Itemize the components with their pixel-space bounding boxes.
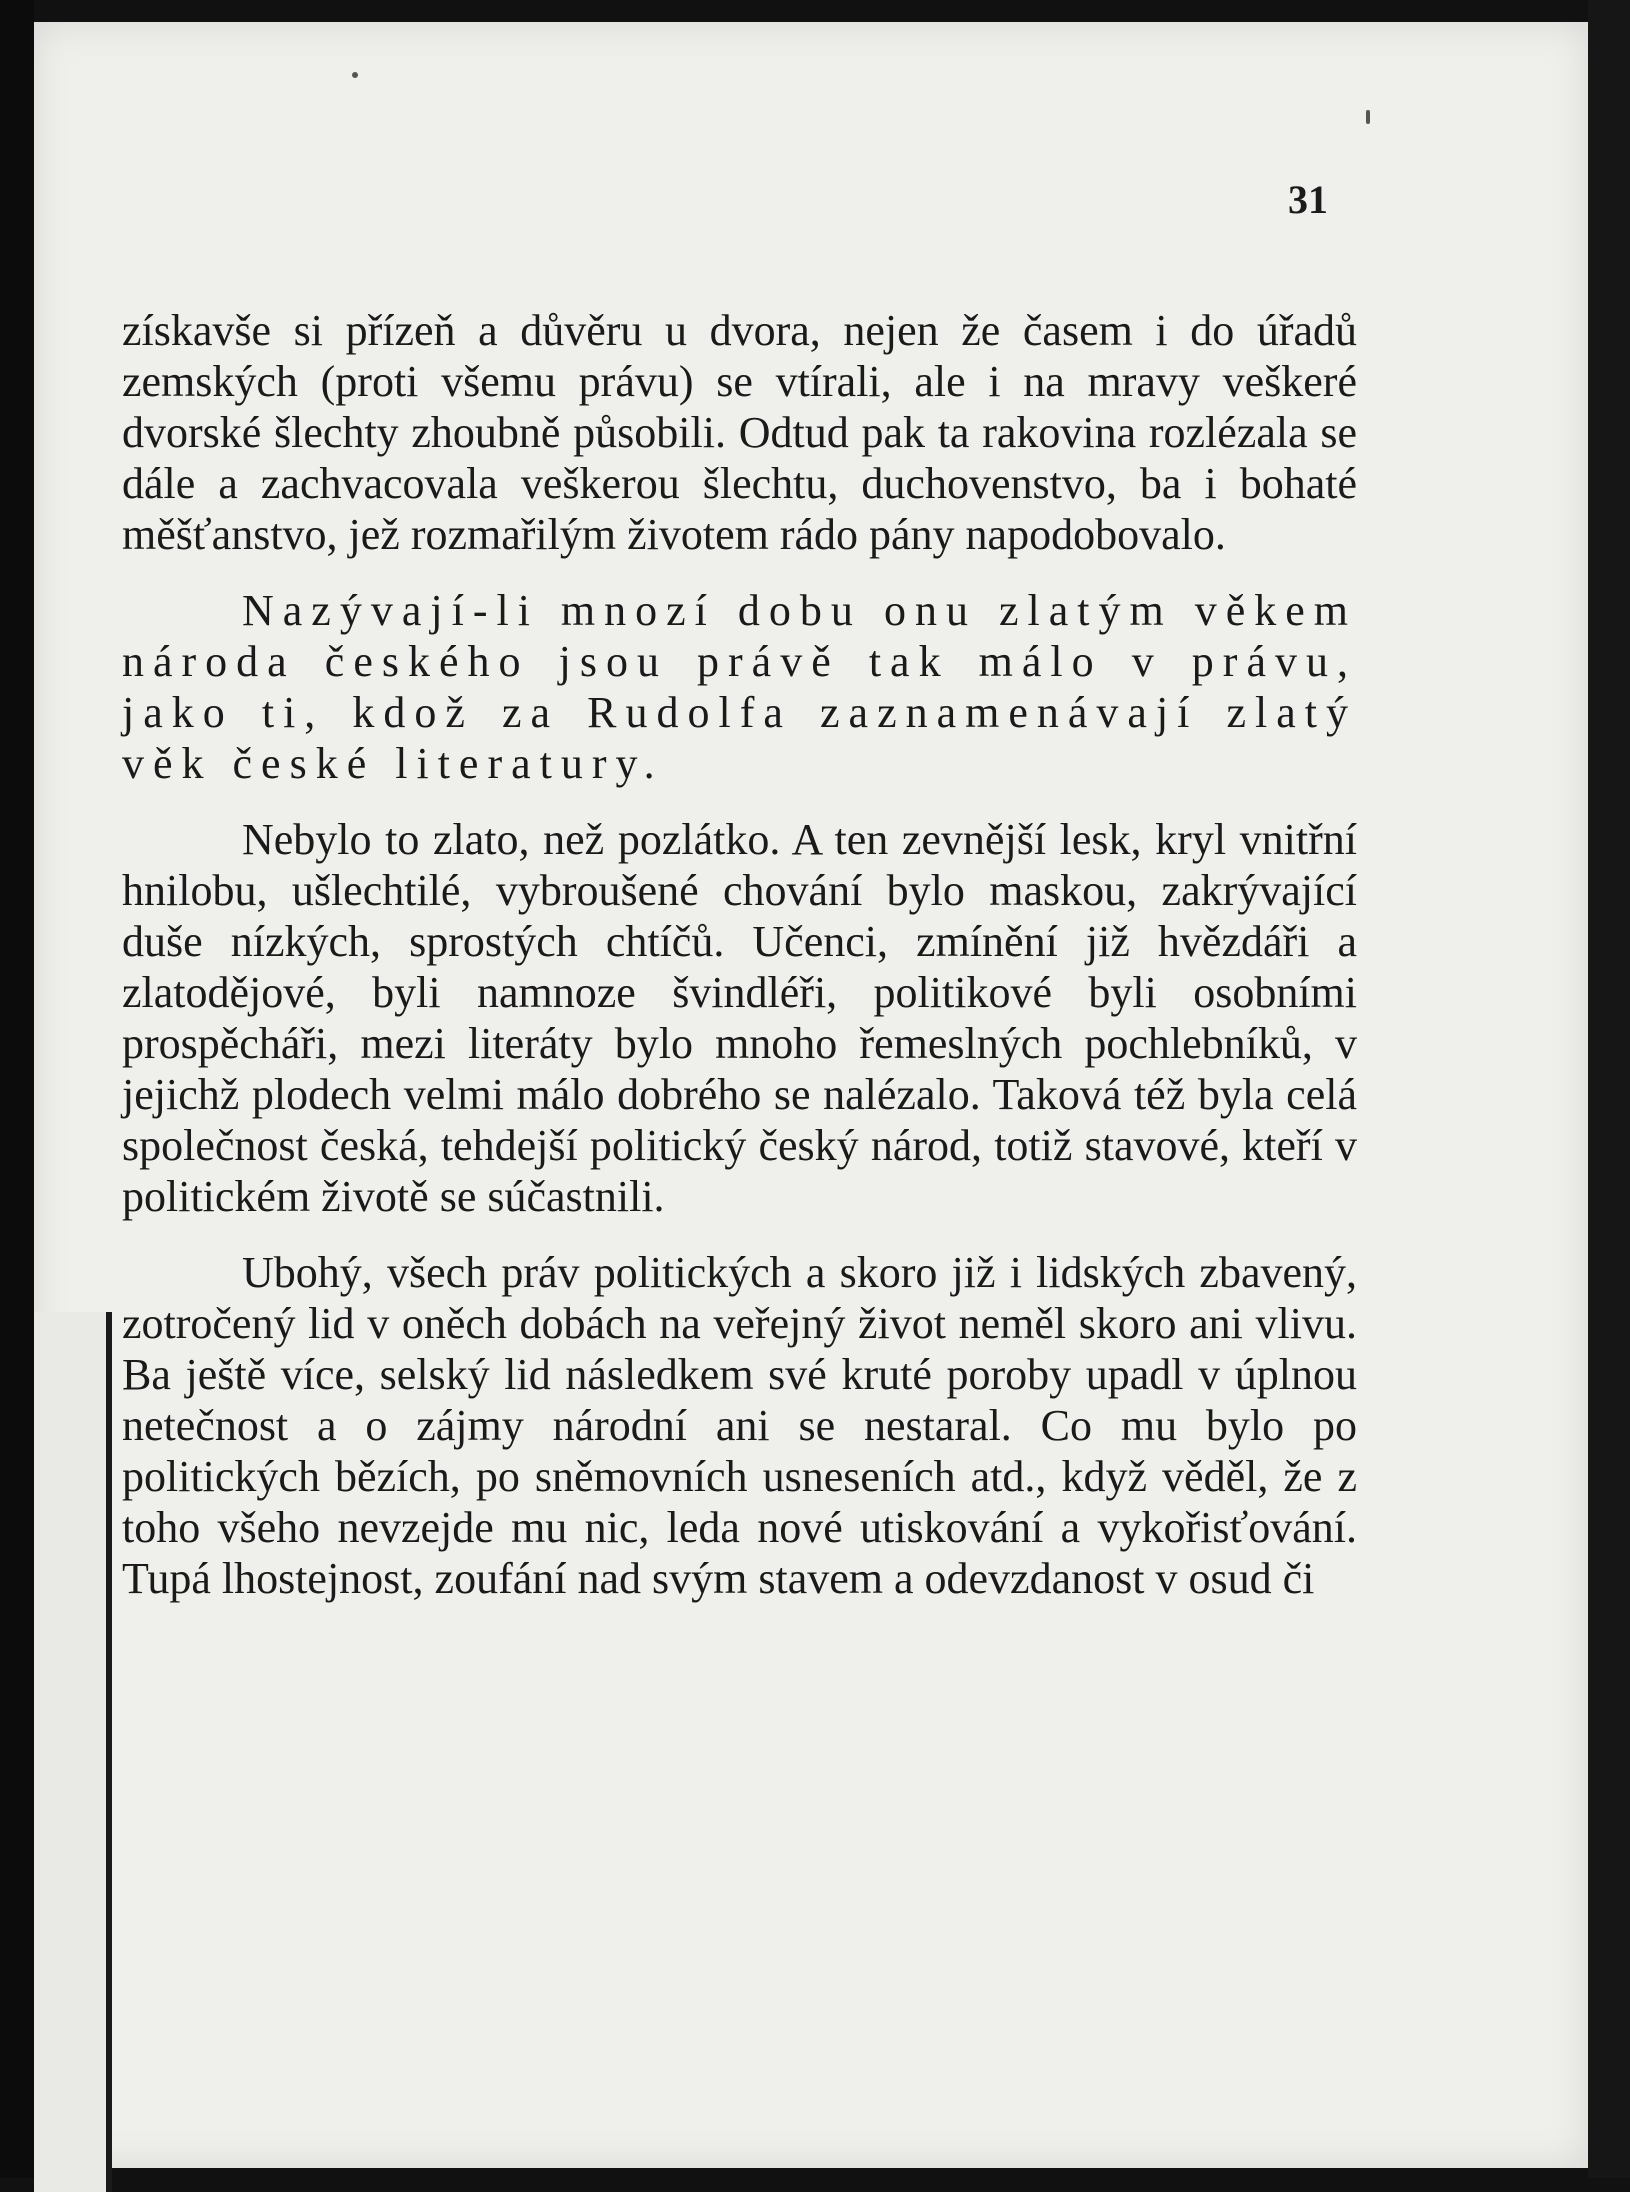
- body-text: [122, 305, 1357, 1604]
- page-number: 31: [1288, 177, 1328, 222]
- scan-right-edge: [1588, 0, 1630, 2178]
- dust-speck: [352, 72, 358, 78]
- dust-speck: [1366, 110, 1370, 124]
- paragraph-1: získavše si přízeň a důvěru u dvora, nejen že časem i do úřadů zemských (proti všemu právu) se vtírali, ale i na mravy veškeré dvorské šlechty zhoubně působili. Odtud pak ta rakovina rozlézala se dále a zachvacovala veškerou šlechtu, duchovenstvo, ba i bohaté měšťanstvo, jež rozmařilým životem rádo pány napodobovalo.: [122, 306, 1357, 559]
- paragraph-2: Nazývají-li mnozí dobu onu zlatým věkem národa českého jsou právě tak málo v právu, jako ti, kdož za Rudolfa zaznamenávají zlatý věk české literatury.: [122, 586, 1357, 788]
- page-edge-strip: [34, 1312, 112, 2192]
- paragraph-4: Ubohý, všech práv politických a skoro již i lidských zbavený, zotročený lid v oněch dobách na veřejný život neměl skoro ani vlivu. Ba ještě více, selský lid následkem své kruté poroby upadl v úplnou netečnost a o zájmy národní ani se nestaral. Co mu bylo po politických bězích, po sněmovních usneseních atd., když věděl, že z toho všeho nevzejde mu nic, leda nové utiskování a vykořisťování. Tupá lhostejnost, zoufání nad svým stavem a odevzdanost v osud či: [122, 1248, 1357, 1603]
- paragraph-3: Nebylo to zlato, než pozlátko. A ten zevnější lesk, kryl vnitřní hnilobu, ušlechtilé, vybroušené chování bylo maskou, zakrývající duše nízkých, sprostých chtíčů. Učenci, zmínění již hvězdáři a zlatodějové, byli namnoze švindléři, politikové byli osobními prospěcháři, mezi literáty bylo mnoho řemeslných pochlebníků, v jejichž plodech velmi málo dobrého se nalézalo. Taková též byla celá společnost česká, tehdejší politický český národ, totiž stavové, kteří v politickém životě se súčastnili.: [122, 815, 1357, 1221]
- book-spine-shadow: [0, 0, 34, 2178]
